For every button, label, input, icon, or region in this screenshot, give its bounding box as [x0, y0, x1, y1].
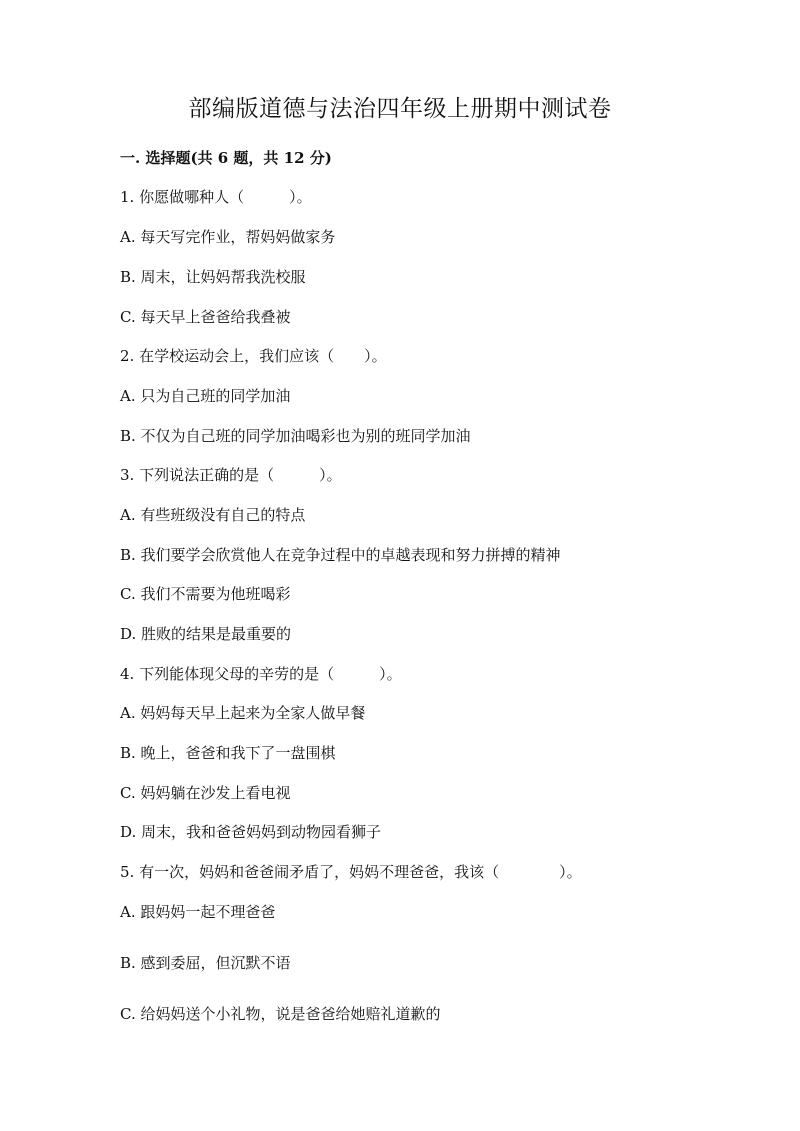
exam-title: 部编版道德与法治四年级上册期中测试卷 — [188, 96, 612, 122]
question-3-option-d: D. 胜败的结果是最重要的 — [120, 625, 292, 643]
question-3-stem: 3. 下列说法正确的是（ ）。 — [120, 466, 342, 484]
question-3-option-b: B. 我们要学会欣赏他人在竞争过程中的卓越表现和努力拼搏的精神 — [120, 546, 561, 564]
question-5-stem: 5. 有一次，妈妈和爸爸闹矛盾了，妈妈不理爸爸，我该（ ）。 — [120, 863, 582, 881]
question-2-option-a: A. 只为自己班的同学加油 — [120, 387, 291, 405]
question-1-stem: 1. 你愿做哪种人（ ）。 — [120, 188, 312, 206]
question-2-stem: 2. 在学校运动会上，我们应该（ ）。 — [120, 347, 387, 365]
question-5-option-a: A. 跟妈妈一起不理爸爸 — [120, 903, 276, 921]
question-5-option-c: C. 给妈妈送个小礼物，说是爸爸给她赔礼道歉的 — [120, 1005, 441, 1023]
question-4-option-a: A. 妈妈每天早上起来为全家人做早餐 — [120, 704, 366, 722]
question-1-option-a: A. 每天写完作业，帮妈妈做家务 — [120, 228, 336, 246]
question-4-stem: 4. 下列能体现父母的辛劳的是（ ）。 — [120, 665, 402, 683]
section-heading: 一. 选择题(共 6 题，共 12 分) — [120, 149, 332, 167]
question-3-option-a: A. 有些班级没有自己的特点 — [120, 506, 306, 524]
question-2-option-b: B. 不仅为自己班的同学加油喝彩也为别的班同学加油 — [120, 427, 471, 445]
question-3-option-c: C. 我们不需要为他班喝彩 — [120, 585, 291, 603]
question-5-option-b: B. 感到委屈，但沉默不语 — [120, 954, 291, 972]
question-4-option-c: C. 妈妈躺在沙发上看电视 — [120, 784, 291, 802]
question-4-option-d: D. 周末，我和爸爸妈妈到动物园看狮子 — [120, 823, 382, 841]
question-1-option-b: B. 周末，让妈妈帮我洗校服 — [120, 268, 306, 286]
question-1-option-c: C. 每天早上爸爸给我叠被 — [120, 308, 291, 326]
question-4-option-b: B. 晚上，爸爸和我下了一盘围棋 — [120, 744, 336, 762]
